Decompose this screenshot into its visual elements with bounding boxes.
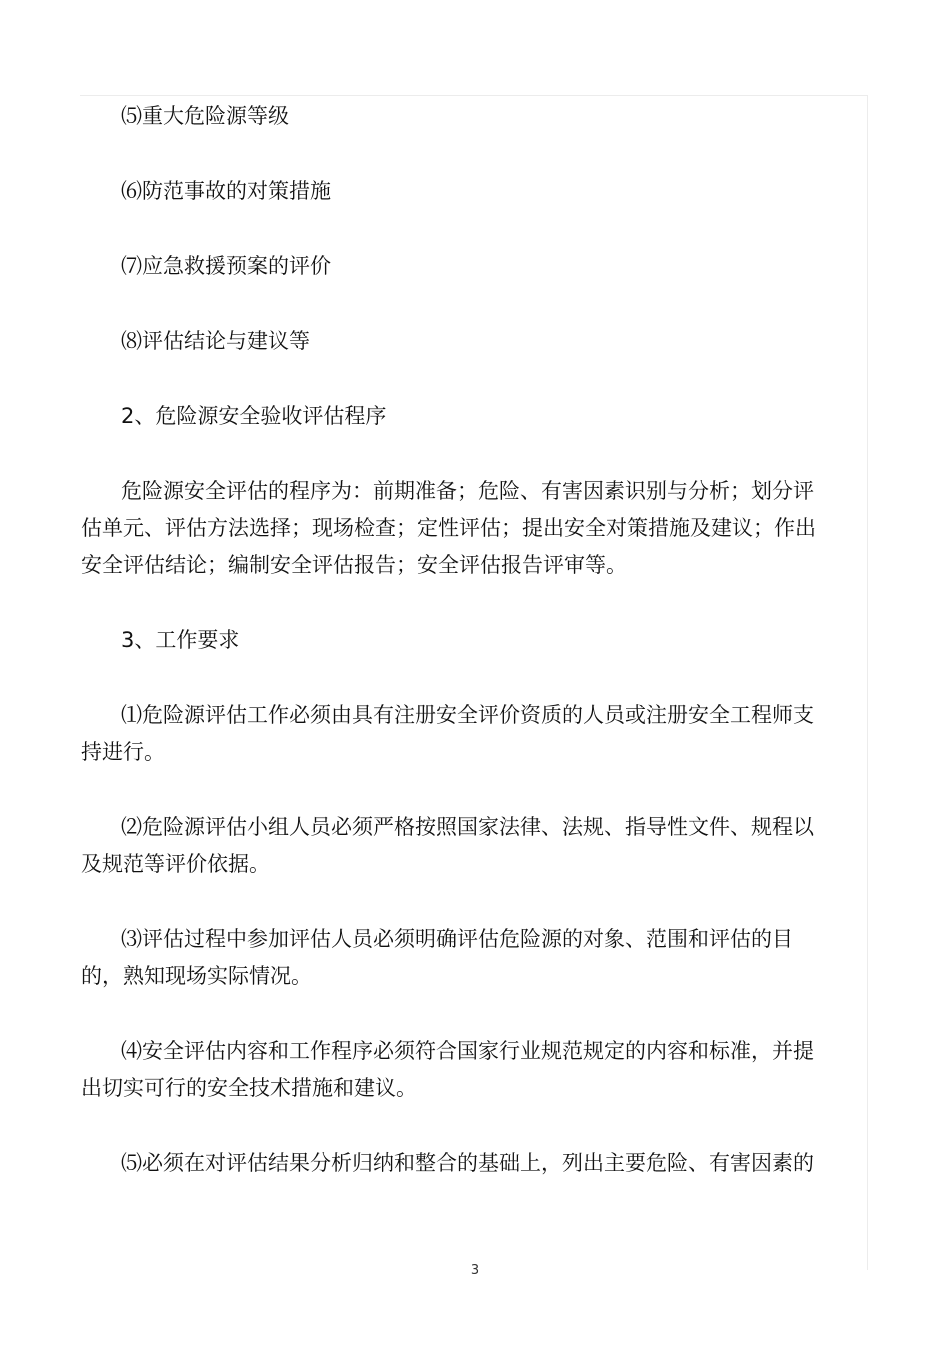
requirement-2: ⑵危险源评估小组人员必须严格按照国家法律、法规、指导性文件、规程以及规范等评价依据。 bbox=[81, 815, 814, 876]
list-item-8: ⑻评估结论与建议等 bbox=[121, 329, 310, 353]
requirement-5: ⑸必须在对评估结果分析归纳和整合的基础上，列出主要危险、有害因素的 bbox=[121, 1151, 814, 1175]
list-item-6: ⑹防范事故的对策措施 bbox=[121, 179, 331, 203]
section-2-paragraph: 危险源安全评估的程序为：前期准备；危险、有害因素识别与分析；划分评估单元、评估方法选择；现场检查；定性评估；提出安全对策措施及建议；作出安全评估结论；编制安全评估报告；安全评估报告评审等。 bbox=[81, 479, 816, 577]
requirement-3: ⑶评估过程中参加评估人员必须明确评估危险源的对象、范围和评估的目的，熟知现场实际情况。 bbox=[81, 927, 793, 988]
page-number: 3 bbox=[470, 1263, 480, 1278]
list-item-7: ⑺应急救援预案的评价 bbox=[121, 254, 331, 278]
section-2-heading: 2、危险源安全验收评估程序 bbox=[121, 404, 387, 428]
list-item-5: ⑸重大危险源等级 bbox=[121, 104, 289, 128]
requirement-4: ⑷安全评估内容和工作程序必须符合国家行业规范规定的内容和标准，并提出切实可行的安全技术措施和建议。 bbox=[81, 1039, 814, 1100]
requirement-1: ⑴危险源评估工作必须由具有注册安全评价资质的人员或注册安全工程师支持进行。 bbox=[81, 703, 814, 764]
section-3-heading: 3、工作要求 bbox=[121, 628, 240, 652]
document-body bbox=[81, 96, 831, 1182]
